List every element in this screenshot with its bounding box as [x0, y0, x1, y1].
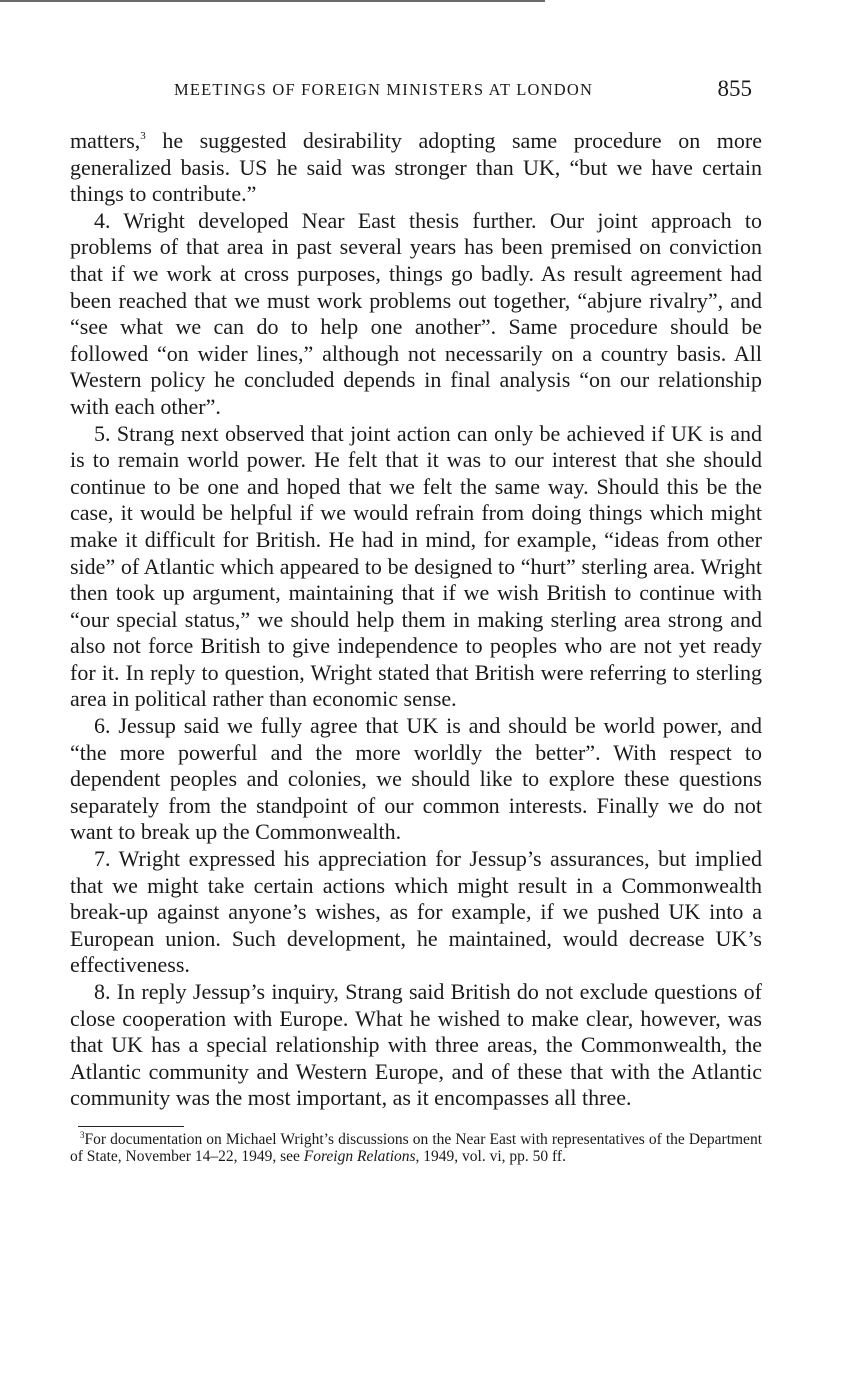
- paragraph-7: 7. Wright expressed his appreciation for Jessup’s assurances, but implied that we might take certain actions which might result in a Commonwealth break-up against anyone’s wishes, as for example, if we pushed UK into a European union. Such development, he maintained, would decrease UK’s effectiveness.: [70, 846, 762, 978]
- running-title: MEETINGS OF FOREIGN MINISTERS AT LONDON: [174, 80, 594, 99]
- footnote-text: For documentation on Michael Wright’s discussions on the Near East with representatives of the Department of State, November 14–22, 1949, see: [70, 1130, 762, 1166]
- document-page: [70, 76, 762, 1166]
- footnote-citation: , 1949, vol. vi, pp. 50 ff.: [415, 1148, 566, 1166]
- body-text: [70, 128, 762, 1112]
- footnote-marker: 3: [80, 1129, 85, 1140]
- continuation-rest: he suggested desirability adopting same procedure on more generalized basis. US he said was stronger than UK, “but we have certain things to contribute.”: [70, 128, 762, 207]
- footnote-rule: [78, 1126, 184, 1127]
- footnote: [70, 1131, 762, 1166]
- page-number: 855: [717, 76, 752, 101]
- continuation-lead: matters,: [70, 128, 141, 153]
- running-header: [70, 76, 762, 106]
- footnote-publication-title: Foreign Relations: [303, 1148, 416, 1166]
- paragraph-6: 6. Jessup said we fully agree that UK is and should be world power, and “the more powerful and the more worldly the better”. With respect to dependent peoples and colonies, we should like to explore these questions separately from the standpoint of our common interests. Finally we do not want to break up the Commonwealth.: [70, 713, 762, 845]
- top-rule: [0, 0, 545, 2]
- paragraph-4: 4. Wright developed Near East thesis further. Our joint approach to problems of that area in past several years has been premised on conviction that if we work at cross purposes, things go badly. As result agreement had been reached that we must work problems out together, “abjure rivalry”, and “see what we can do to help one another”. Same procedure should be followed “on wider lines,” although not necessarily on a country basis. All Western policy he concluded depends in final analysis “on our relationship with each other”.: [70, 207, 762, 419]
- paragraph-5: 5. Strang next observed that joint action can only be achieved if UK is and is to remain world power. He felt that it was to our interest that she should continue to be one and hoped that we felt the same way. Should this be the case, it would be helpful if we would refrain from doing things which might make it difficult for British. He had in mind, for example, “ideas from other side” of Atlantic which appeared to be designed to “hurt” sterling area. Wright then took up argument, maintaining that if we wish British to continue with “our special status,” we should help them in making sterling area strong and also not force British to give independence to peoples who are not yet ready for it. In reply to question, Wright stated that British were referring to sterling area in political rather than economic sense.: [70, 420, 762, 712]
- footnote-reference: 3: [140, 130, 146, 142]
- continuation-paragraph: [70, 128, 762, 208]
- paragraph-8: 8. In reply Jessup’s inquiry, Strang said British do not exclude questions of close cooperation with Europe. What he wished to make clear, however, was that UK has a special relationship with three areas, the Commonwealth, the Atlantic community and Western Europe, and of these that with the Atlantic community was the most important, as it encompasses all three.: [70, 979, 762, 1111]
